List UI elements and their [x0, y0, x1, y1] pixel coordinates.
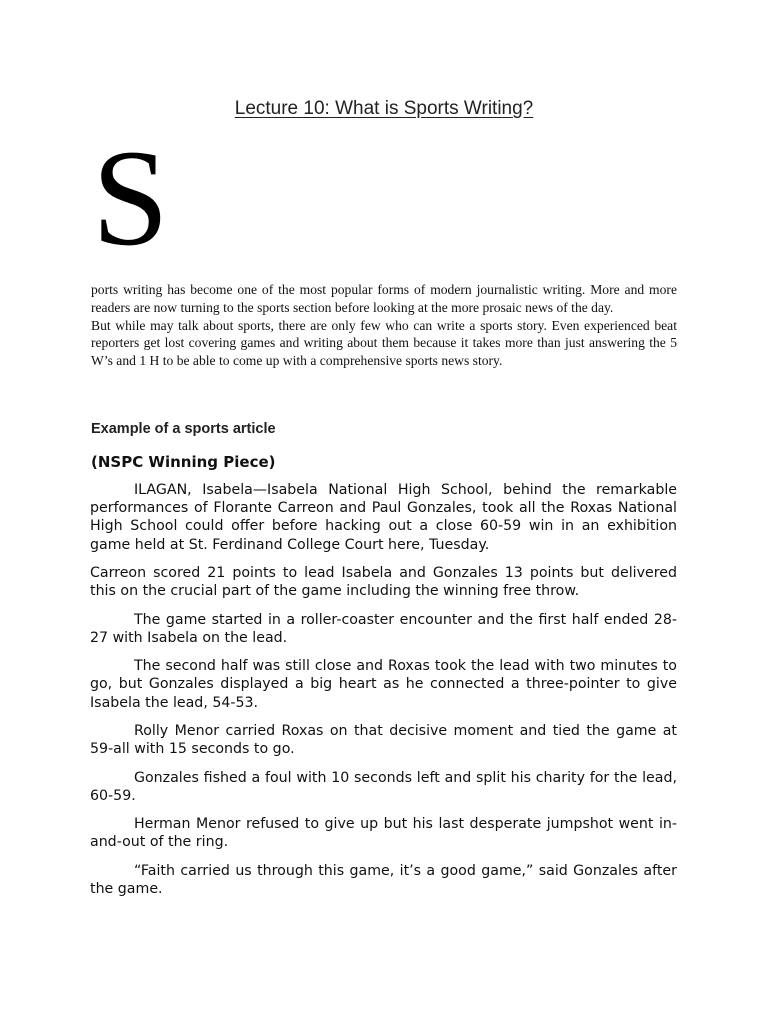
intro-text — [91, 281, 677, 370]
article-paragraph: Herman Menor refused to give up but his last desperate jumpshot went in-and-out of the ring. — [90, 816, 677, 851]
article-paragraph: “Faith carried us through this game, it’s a good game,” said Gonzales after the game. — [90, 862, 677, 897]
article-paragraph: The game started in a roller-coaster encounter and the first half ended 28-27 with Isabela on the lead. — [90, 611, 677, 646]
article-paragraph: ILAGAN, Isabela—Isabela National High School, behind the remarkable performances of Florante Carreon and Paul Gonzales, took all the Roxas National High School could offer before hacking out a close 60-59 win in an exhibition game held at St. Ferdinand College Court here, Tuesday. — [90, 482, 677, 553]
intro-paragraph: But while may talk about sports, there are only few who can write a sports story. Even experienced beat reporters get lost covering games and writing about them because it takes more than just answering the 5 W’s and 1 H to be able to come up with a comprehensive sports news story. — [91, 317, 677, 369]
page-title: Lecture 10: What is Sports Writing? — [234, 98, 534, 119]
article-paragraph: Carreon scored 21 points to lead Isabela and Gonzales 13 points but delivered this on the crucial part of the game including the winning free throw. — [90, 565, 677, 600]
section-heading: Example of a sports article — [91, 421, 276, 437]
article-paragraph: Gonzales fished a foul with 10 seconds left and split his charity for the lead, 60-59. — [90, 769, 677, 804]
article-paragraph: Rolly Menor carried Roxas on that decisive moment and tied the game at 59-all with 15 seconds to go. — [90, 722, 677, 758]
drop-cap-letter: S — [92, 121, 169, 274]
article-subheading: (NSPC Winning Piece) — [91, 453, 276, 471]
article-body — [90, 481, 677, 908]
article-paragraph: The second half was still close and Roxas took the lead with two minutes to go, but Gonzales displayed a big heart as he connected a three-pointer to give Isabela the lead, 54-53. — [90, 658, 677, 711]
intro-paragraph: ports writing has become one of the most popular forms of modern journalistic writing. More and more readers are now turning to the sports section before looking at the more prosaic news of the day. — [91, 282, 677, 315]
